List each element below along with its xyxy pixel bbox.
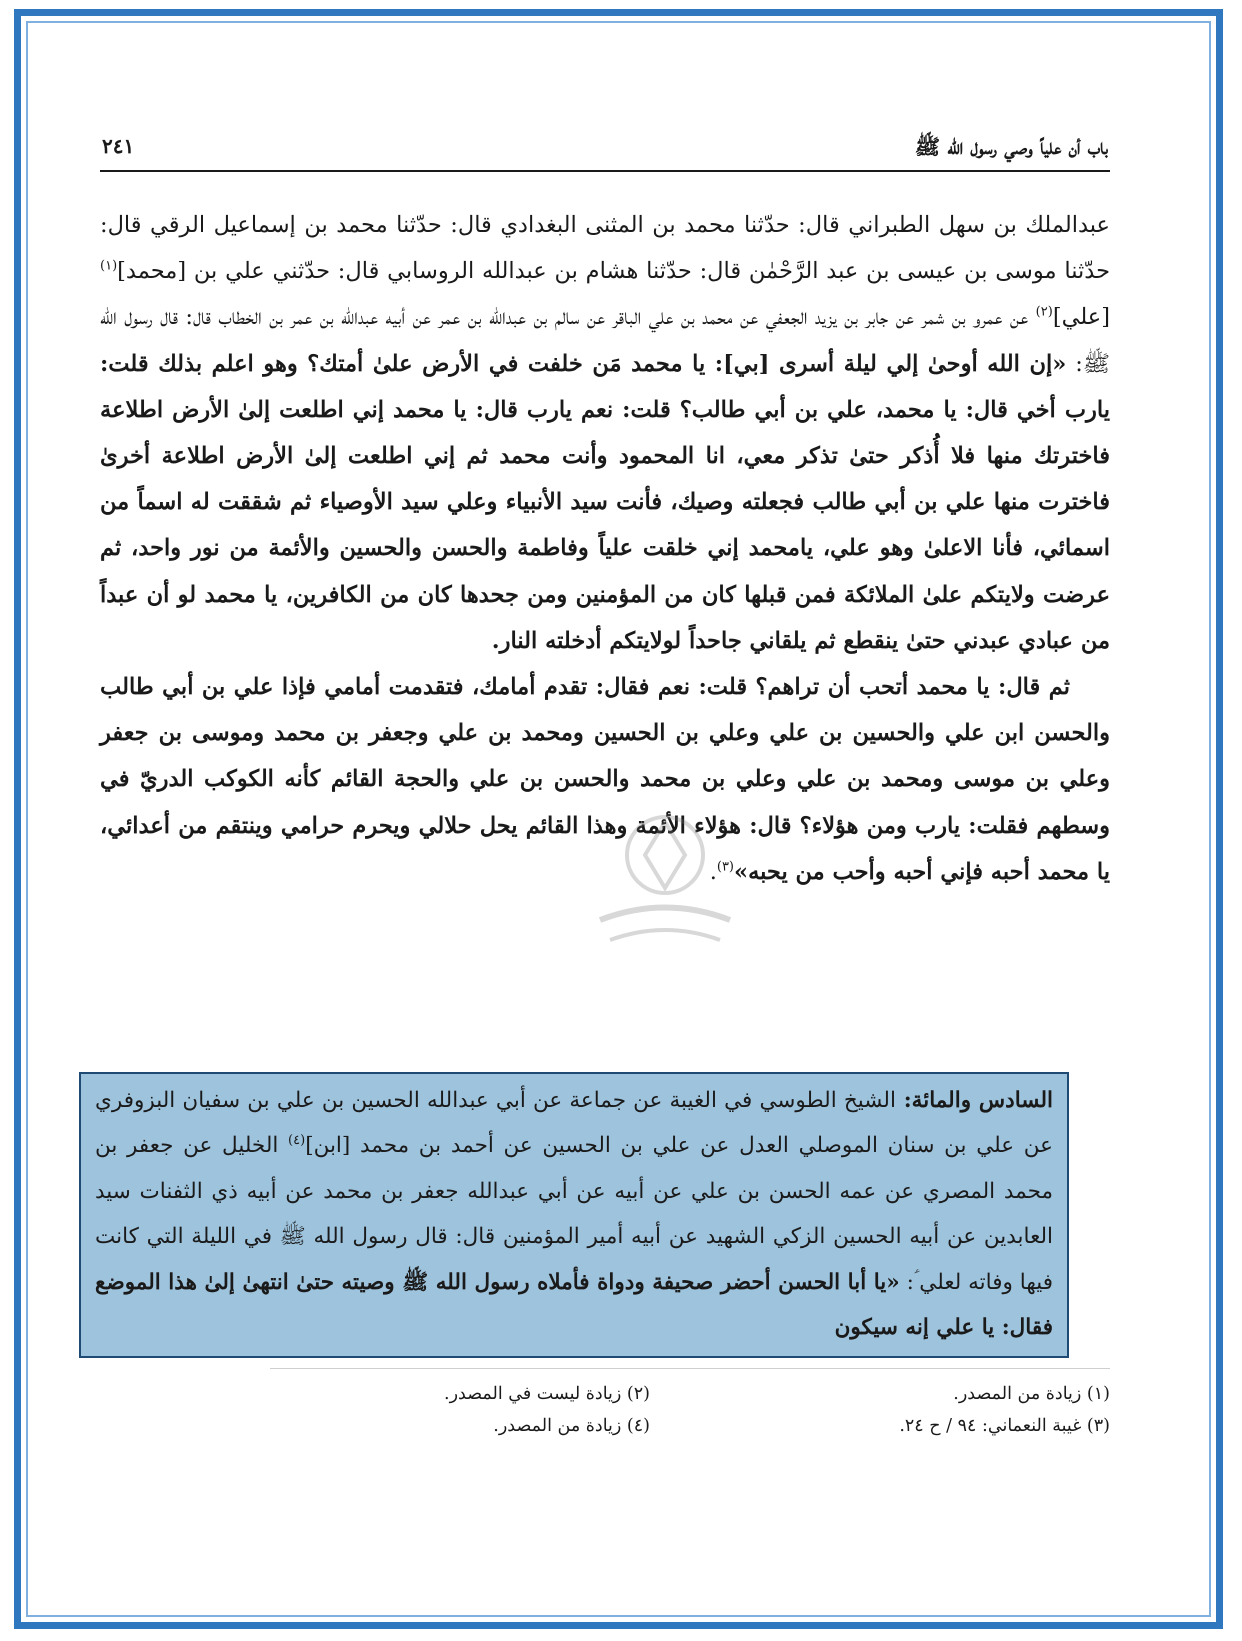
- hadith-text: «إن الله أوحىٰ إلي ليلة أسرى [بي]: يا محمد مَن خلفت في الأرض علىٰ أمتك؟ وهو اعلم بذلك قلت: يارب أخي قال: يا محمد، علي بن أبي طالب؟ قلت: نعم يارب قال: يا محمد إني اطلعت إلىٰ الأرض اطلاعة فاخترتك منها فلا أُذكر حتىٰ تذكر معي، انا المحمود وأنت محمد ثم إني اطلعت إلىٰ الأرض اطلاعة أخرىٰ فاخترت منها علي بن أبي طالب فجعلته وصيك، فأنت سيد الأنبياء وعلي سيد الأوصياء ثم شققت له اسماً من اسمائي، فأنا الاعلىٰ وهو علي، يامحمد إني خلقت علياً وفاطمة والحسن والحسين والأئمة من نور واحد، ثم عرضت ولايتكم علىٰ الملائكة فمن قبلها كان من المؤمنين ومن جحدها كان من الكافرين، يا محمد لو أن عبداً من عبادي عبدني حتىٰ ينقطع ثم يلقاني جاحداً لولايتكم أدخلته النار.: [100, 350, 1110, 654]
- footnote-1: (١) زيادة من المصدر.: [953, 1384, 1110, 1404]
- highlight-hadith-text: «يا أبا الحسن أحضر صحيفة ودواة فأملاه رسول الله ﷺ وصيته حتىٰ انتهىٰ إلىٰ هذا الموضع فقال: يا علي إنه سيكون: [95, 1269, 1053, 1341]
- chapter-title: باب أن علياً وصي رسول الله ﷺ: [914, 134, 1108, 159]
- hadith-continuation-text: ثم قال: يا محمد أتحب أن تراهم؟ قلت: نعم فقال: تقدم أمامك، فتقدمت أمامي فإذا علي بن أبي طالب والحسن ابن علي والحسين بن علي وعلي بن الحسين ومحمد بن علي وجعفر بن محمد وموسى بن جعفر وعلي بن موسى ومحمد بن علي وعلي بن محمد والحسن بن علي والحجة القائم كأنه الكوكب الدريّ في وسطهم فقلت: يارب ومن هؤلاء؟ قال: هؤلاء الأئمة وهذا القائم يحل حلالي ويحرم حرامي وينتقم من أعدائي، يا محمد أحبه فإني أحبه وأحب من يحبه»: [100, 674, 1110, 885]
- isnad-text-3: عن عمرو بن شمر عن جابر بن يزيد الجعفي عن محمد بن علي الباقر عن سالم بن عبدالله بن عمر عن أبيه عبدالله بن عمر بن الخطاب قال: قال رسول الله ﷺ:: [100, 304, 1110, 377]
- footnote-3: (٣) غيبة النعماني: ٩٤ / ح ٢٤.: [899, 1416, 1110, 1436]
- running-header: [100, 134, 1110, 174]
- book-page: [95, 120, 1110, 1500]
- highlight-text-2: الخليل عن جعفر بن محمد المصري عن عمه الحسن بن علي عن أبيه عن أبي عبدالله جعفر بن محمد عن أبيه ذي الثفنات سيد العابدين عن أبيه الحسين الزكي الشهيد عن أبيه أمير المؤمنين قال: قال رسول الله ﷺ في الليلة التي كانت فيها وفاته لعلي ؑ:: [95, 1133, 1053, 1295]
- main-text: [100, 202, 1110, 895]
- watermark-emblem: [570, 800, 760, 970]
- hadith-number-label: السادس والمائة:: [895, 1088, 1053, 1113]
- footnote-ref-4: (٤): [288, 1133, 306, 1149]
- isnad-text-2: [علي]: [1052, 304, 1110, 331]
- highlight-text: الشيخ الطوسي في الغيبة عن جماعة عن أبي عبدالله الحسين بن علي بن سفيان البزوفري عن علي بن سنان الموصلي العدل عن علي بن الحسين عن أحمد بن محمد [ابن]: [95, 1088, 1053, 1159]
- footnote-4: (٤) زيادة من المصدر.: [493, 1416, 650, 1436]
- isnad-text: عبدالملك بن سهل الطبراني قال: حدّثنا محمد بن المثنى البغدادي قال: حدّثنا محمد بن إسماعيل الرقي قال: حدّثنا موسى بن عيسى بن عبد الرَّحْمٰن قال: حدّثنا هشام بن عبدالله الروسابي قال: حدّثني علي بن [محمد]: [100, 212, 1110, 285]
- highlighted-passage: [79, 1072, 1069, 1358]
- paragraph-end-mark: .: [709, 858, 717, 885]
- header-rule: [100, 170, 1110, 172]
- footnote-ref-3: (٣): [716, 859, 734, 875]
- footnote-ref-2: (٢): [1035, 304, 1053, 320]
- highlight-paragraph: [95, 1078, 1053, 1350]
- footnote-ref-1: (١): [100, 258, 118, 274]
- footnote-rule: [270, 1368, 1110, 1369]
- footnote-2: (٢) زيادة ليست في المصدر.: [444, 1384, 650, 1404]
- page-number: ٢٤١: [102, 134, 135, 158]
- paragraph-hadith-chain: [100, 202, 1110, 664]
